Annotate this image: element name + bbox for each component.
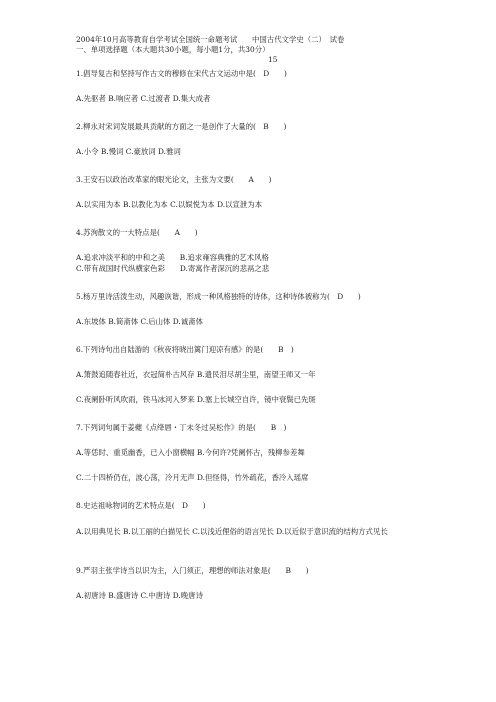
question-1-options: A.先驱者 B.响应者 C.过渡者 D.集大成者 (76, 94, 211, 103)
question-3-stem: 3.王安石以政治改革家的眼光论文，主张为文要( A ) (76, 175, 272, 184)
question-6-stem: 6.下列诗句出自陆游的《秋夜将晓出篱门迎凉有感》的是( B ) (76, 345, 294, 354)
question-5-options: A.东坡体 B.简斋体 C.后山体 D.诚斋体 (76, 317, 203, 326)
question-7-stem: 7.下列词句属于姜夔《点绛唇・丁未冬过吴松作》的是( B ) (76, 423, 287, 432)
page-number: 15 (268, 55, 278, 64)
question-7-options-cd: C.二十四桥仍在，波心荡，冷月无声 D.但怪得，竹外疏花，香冷入瑶席 (76, 473, 309, 482)
question-8-options: A.以用典见长 B.以工丽的白描见长 C.以浅近俚俗的语言见长 D.以近似于意识流的结构方式见长 (76, 527, 388, 536)
question-6-options-cd: C.夜阑卧听风吹雨，铁马冰河入梦来 D.塞上长城空自许，镜中衰鬓已先斑 (76, 395, 316, 404)
question-9-options: A.初唐诗 B.盛唐诗 C.中唐诗 D.晚唐诗 (76, 591, 203, 600)
question-4-options-cd: C.带有战国时代纵横家色彩 D.寄寓作者深沉的悲鬲之悲 (76, 264, 270, 273)
question-9-stem: 9.严羽主张学诗当以识为主，入门须正，理想的师法对象是( B ) (76, 566, 309, 575)
question-2-options: A.小令 B.慢词 C.豪放词 D.雅词 (76, 147, 181, 156)
question-6-options-ab: A.箫鼓追随春社近，衣冠简朴古风存 B.遗民泪尽胡尘里，南望王师又一年 (76, 370, 316, 379)
section-heading: 一、单项选择题（本大题共30小题，每小题1分，共30分） (76, 45, 270, 54)
question-1-stem: 1.倡导复古和坚持写作古文的穆修在宋代古文运动中是( D ) (76, 69, 287, 78)
exam-title-line: 2004年10月高等教育自学考试全国统一命题考试 中国古代文学史（二） 试卷 (76, 35, 345, 44)
question-4-options-ab: A.追求冲淡平和的中和之美 B.追求雍容典雅的艺术风格 (76, 253, 269, 262)
question-4-stem: 4.苏洵散文的一大特点是( A ) (76, 228, 198, 237)
question-8-stem: 8.史达祖咏物词的艺术特点是( D ) (76, 501, 206, 510)
question-3-options: A.以实用为本 B.以教化为本 C.以娱悦为本 D.以宣泄为本 (76, 200, 263, 209)
question-5-stem: 5.杨万里诗活泼生动，风趣诙谐，形成一种风格独特的诗体，这种诗体被称为( D ) (76, 292, 361, 301)
question-7-options-ab: A.等恁时、重觅幽香，已入小窗横幅 B.今何许?凭阑怀古，残柳参差舞 (76, 448, 305, 457)
question-2-stem: 2.柳永对宋词发展最具贡献的方面之一是创作了大量的( B ) (76, 122, 287, 131)
